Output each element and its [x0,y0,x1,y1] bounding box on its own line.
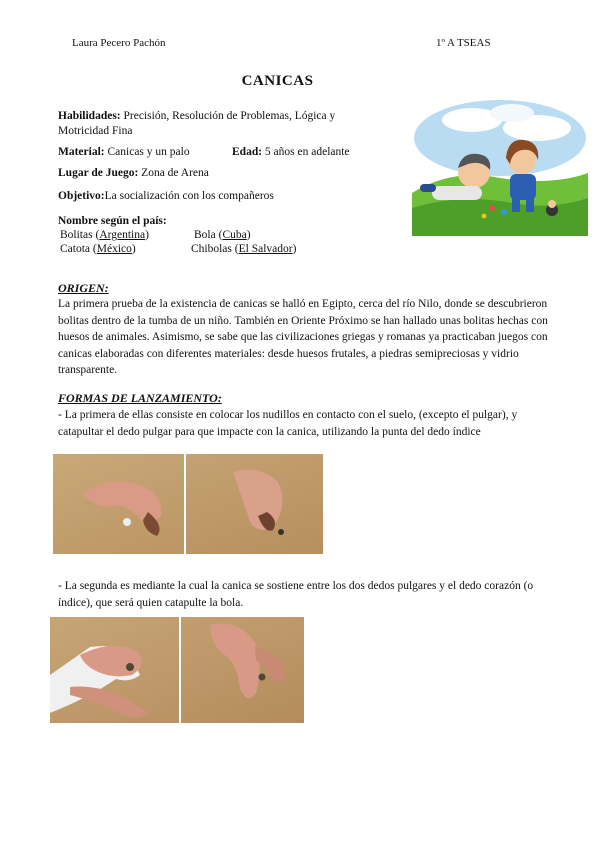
country-link[interactable]: Cuba [222,229,247,241]
field-material [58,145,190,160]
objetivo-value: La socialización con los compañeros [104,190,274,202]
lugar-value: Zona de Arena [141,167,209,179]
field-habilidades [58,109,378,139]
edad-label: Edad: [232,146,263,158]
material-value: Canicas y un palo [107,146,190,158]
lugar-label: Lugar de Juego: [58,167,139,179]
author-name: Laura Pecero Pachón [72,37,166,49]
name-item: Chibolas (El Salvador) [191,243,297,255]
second-method-photo [50,617,304,723]
country-link[interactable]: Argentina [99,229,146,241]
second-method-text: - La segunda es mediante la cual la canica se sostiene entre los dos dedos pulgares y el dedo corazón (o índice), que será quien catapulte la bola. [58,580,534,609]
country-link[interactable]: El Salvador [238,243,293,255]
habilidades-value: Precisión, Resolución de Problemas, Lógica y Motricidad Fina [58,110,336,137]
first-method-photo [53,454,323,554]
name-item: Bolitas (Argentina) [60,229,149,241]
origen-heading: ORIGEN: [58,281,109,295]
edad-value: 5 años en adelante [264,146,350,158]
field-lugar [58,166,209,181]
habilidades-label: Habilidades: [58,110,121,122]
children-playing-illustration [412,98,588,236]
formas-heading: FORMAS DE LANZAMIENTO: [58,391,222,405]
origen-text: La primera prueba de la existencia de canicas se halló en Egipto, cerca del río Nilo, donde se descubrieron bolitas dentro de la tumba de un niño. También en Oriente Próximo se han hallado unas bolitas hechas con huesos de animales. Asimismo, se sabe que las civilizaciones griegas y romanas ya practicaban juegos con canicas elaboradas con diferentes materiales: desde huesos frutales, a piedras semipreciosas y vidrio transparente. [58,298,548,376]
material-label: Material: [58,146,105,158]
objetivo-label: Objetivo: [58,190,105,202]
field-objetivo [58,189,274,204]
name-item: Bola (Cuba) [194,229,251,241]
page-title: CANICAS [241,73,314,89]
name-item: Catota (México) [60,243,136,255]
first-method-text: - La primera de ellas consiste en colocar los nudillos en contacto con el suelo, (excepto el pulgar), y catapultar el dedo pulgar para que impacte con la canica, utilizando la punta del dedo índice [58,409,518,438]
field-edad [232,145,350,160]
names-label: Nombre según el país: [58,215,167,227]
country-link[interactable]: México [96,243,132,255]
course-label: 1º A TSEAS [436,37,491,49]
